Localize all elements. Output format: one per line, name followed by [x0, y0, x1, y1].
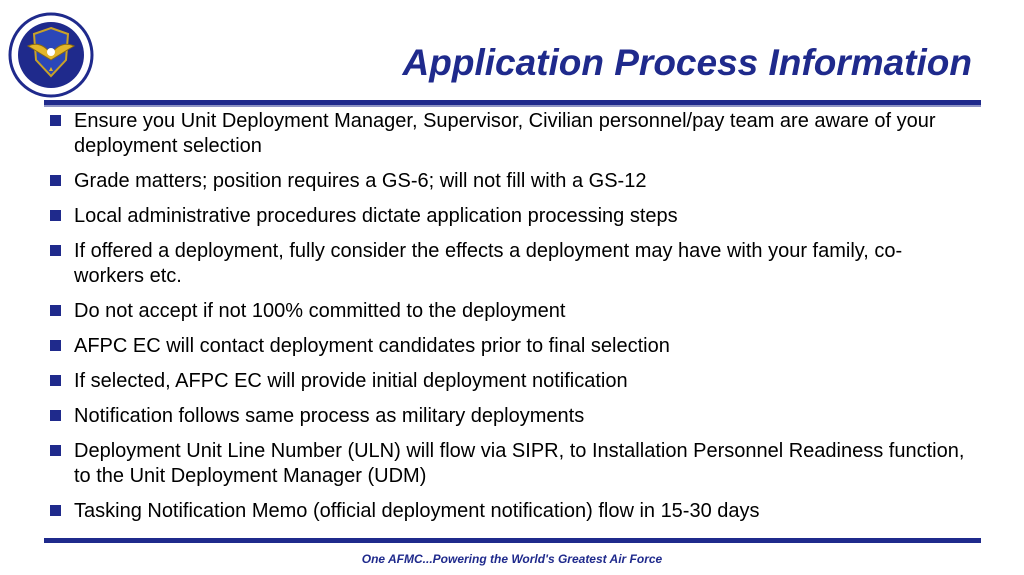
header-divider-shadow	[44, 105, 981, 107]
bullet-item	[48, 109, 968, 159]
square-bullet-icon	[50, 445, 61, 456]
bullet-item	[48, 299, 968, 324]
square-bullet-icon	[50, 505, 61, 516]
bullet-item	[48, 334, 968, 359]
bullet-item	[48, 439, 968, 489]
bullet-text: If selected, AFPC EC will provide initial deployment notification	[74, 370, 628, 392]
bullet-list	[48, 109, 968, 534]
bullet-item	[48, 404, 968, 429]
bullet-text: If offered a deployment, fully consider the effects a deployment may have with your family, co-workers etc.	[74, 240, 903, 287]
square-bullet-icon	[50, 305, 61, 316]
page-title: Application Process Information	[402, 42, 972, 83]
bullet-text: Tasking Notification Memo (official deployment notification) flow in 15-30 days	[74, 500, 760, 522]
square-bullet-icon	[50, 375, 61, 386]
bullet-text: Local administrative procedures dictate application processing steps	[74, 205, 678, 227]
bullet-item	[48, 239, 968, 289]
afmc-shield-icon	[8, 12, 94, 98]
bullet-text: Grade matters; position requires a GS-6; will not fill with a GS-12	[74, 170, 647, 192]
footer-divider	[44, 538, 981, 543]
bullet-text: Ensure you Unit Deployment Manager, Supervisor, Civilian personnel/pay team are aware of your deployment selection	[74, 110, 936, 157]
square-bullet-icon	[50, 245, 61, 256]
square-bullet-icon	[50, 210, 61, 221]
bullet-item	[48, 369, 968, 394]
bullet-item	[48, 204, 968, 229]
square-bullet-icon	[50, 340, 61, 351]
footer-tagline: One AFMC...Powering the World's Greatest Air Force	[361, 552, 663, 566]
bullet-item	[48, 499, 968, 524]
bullet-text: AFPC EC will contact deployment candidates prior to final selection	[74, 335, 670, 357]
square-bullet-icon	[50, 115, 61, 126]
bullet-text: Notification follows same process as military deployments	[74, 405, 585, 427]
square-bullet-icon	[50, 175, 61, 186]
bullet-text: Do not accept if not 100% committed to the deployment	[74, 300, 566, 322]
bullet-text: Deployment Unit Line Number (ULN) will flow via SIPR, to Installation Personnel Readiness function, to the Unit Deployment Manager (UDM)	[74, 440, 965, 487]
bullet-item	[48, 169, 968, 194]
square-bullet-icon	[50, 410, 61, 421]
